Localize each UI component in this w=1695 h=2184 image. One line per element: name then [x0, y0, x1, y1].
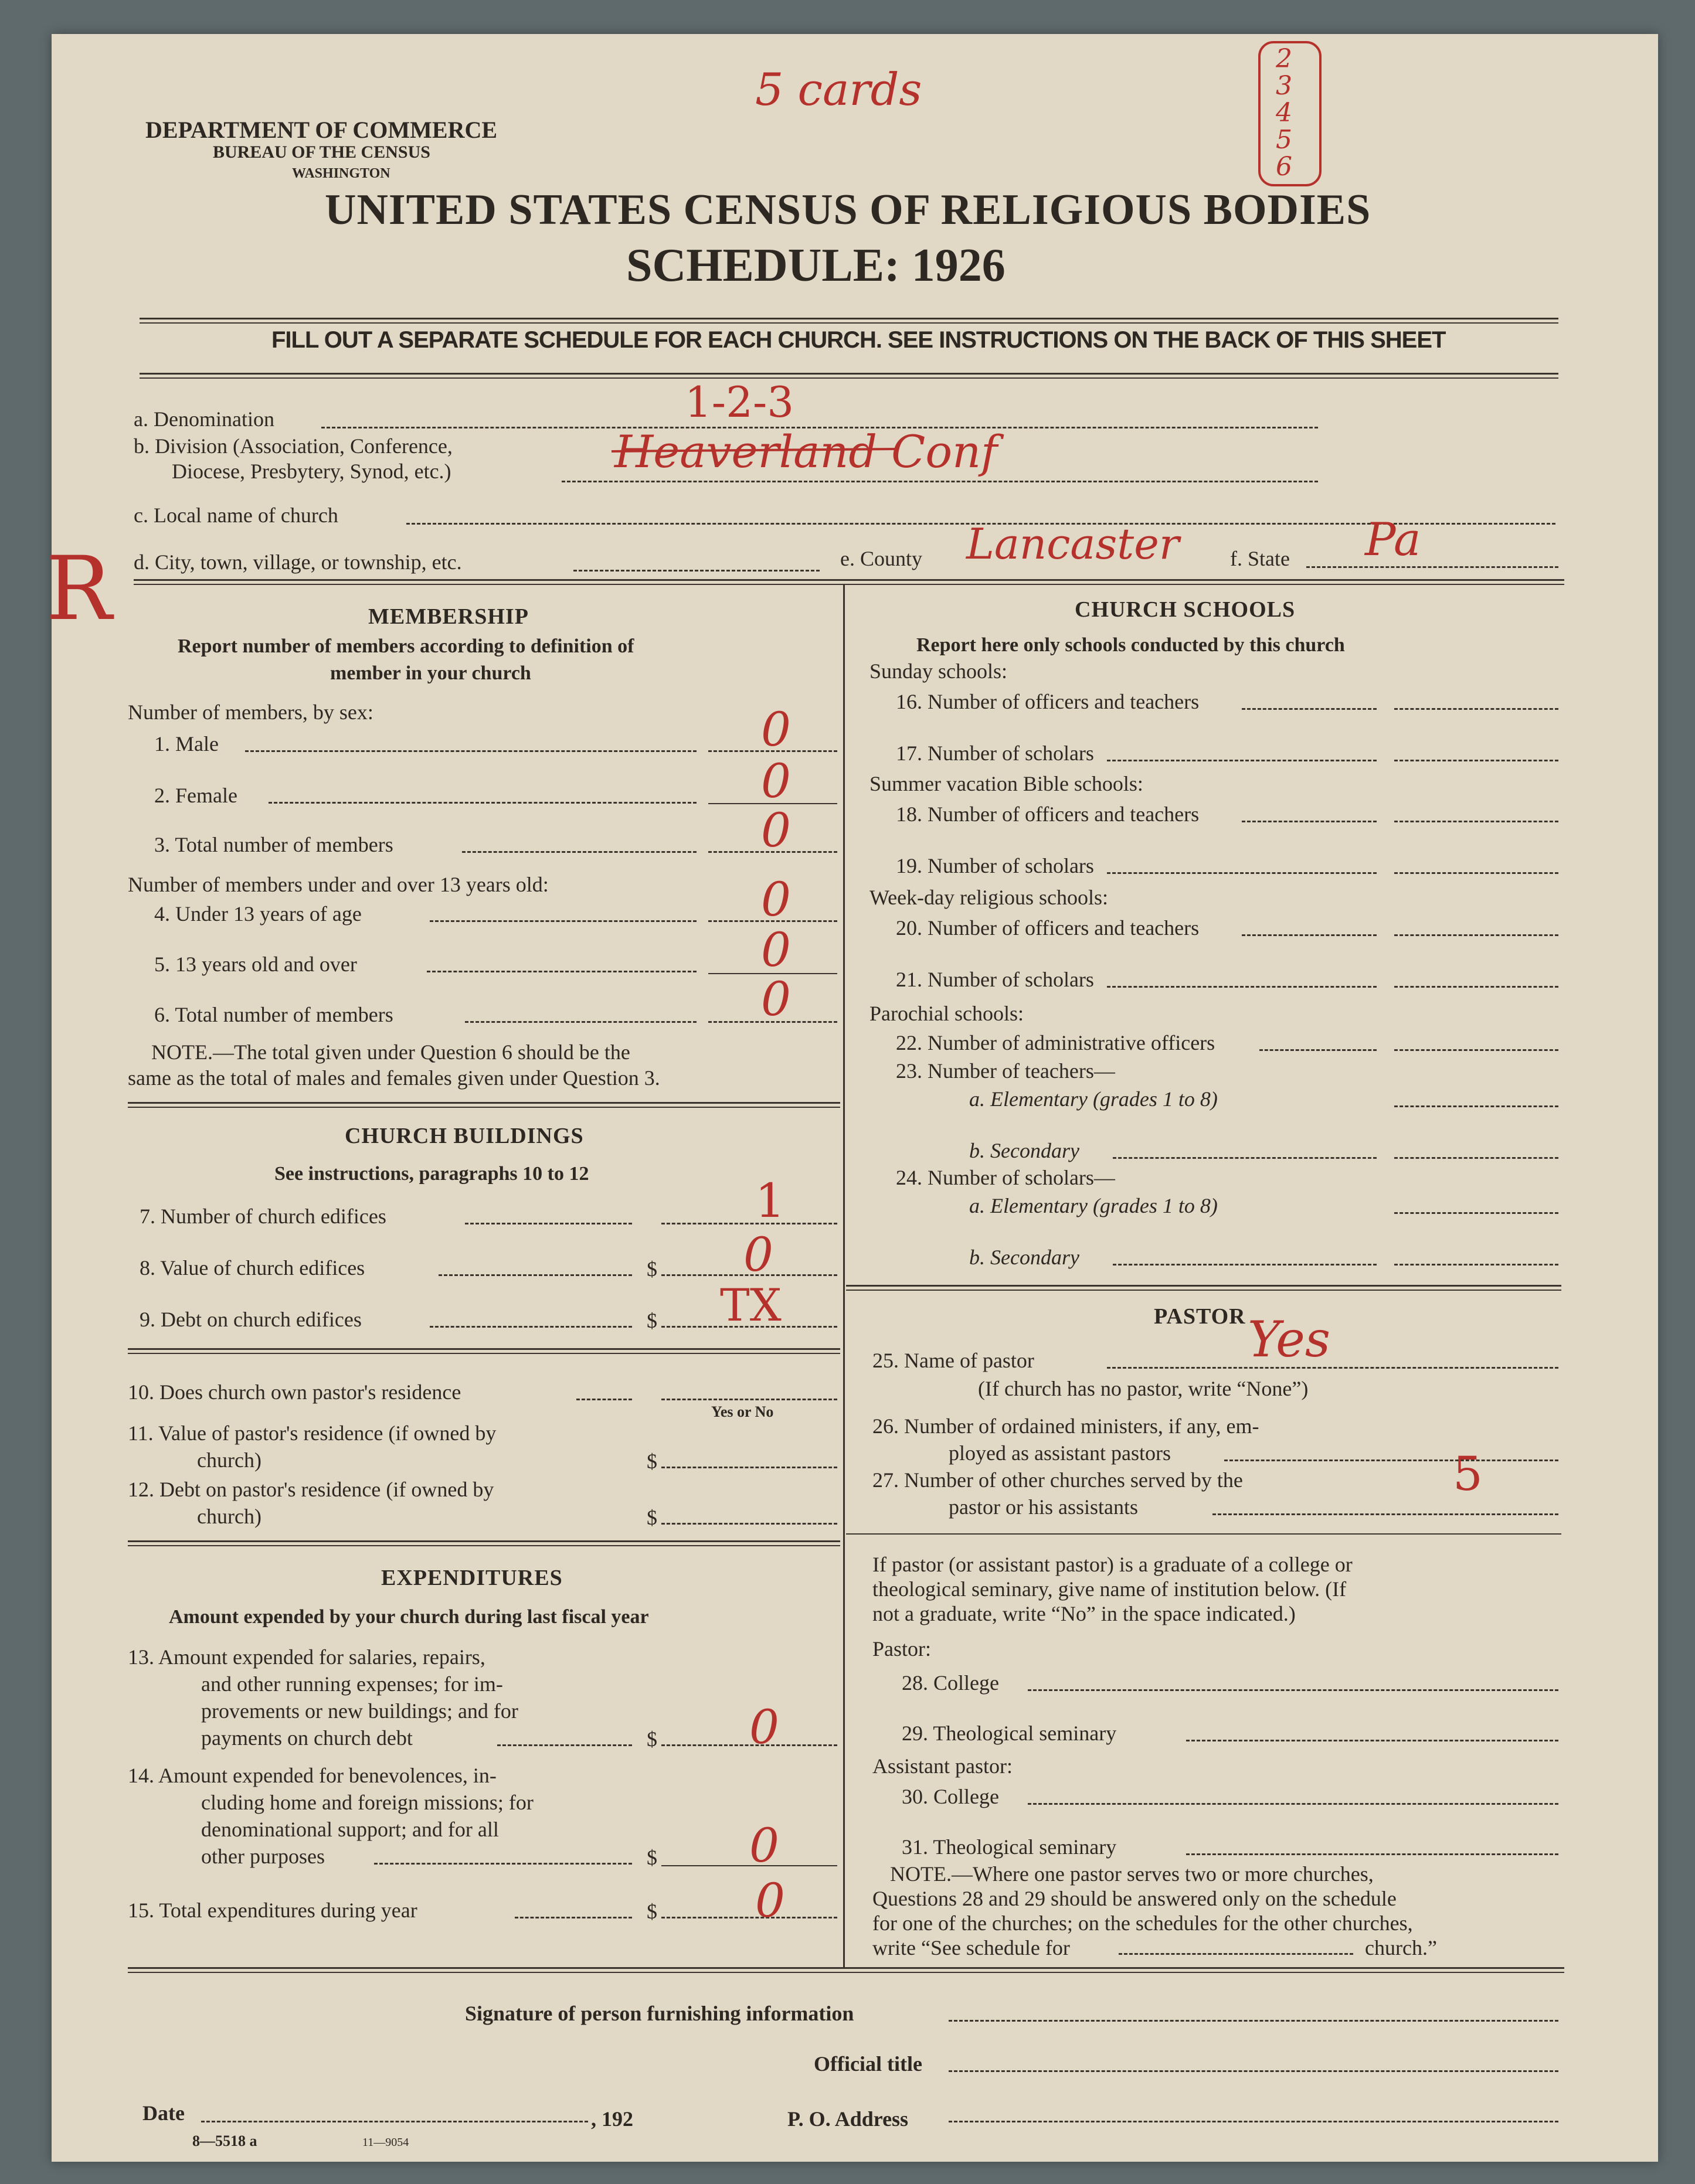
q15-line	[515, 1917, 632, 1918]
q6-total-label: 6. Total number of members	[154, 1003, 393, 1026]
margin-number: 4	[1276, 98, 1292, 128]
denomination-label: a. Denomination	[134, 407, 274, 431]
local-name-label: c. Local name of church	[134, 504, 338, 527]
margin-number: 3	[1276, 71, 1292, 101]
q4-under13-label: 4. Under 13 years of age	[154, 902, 362, 926]
q15-value[interactable]: 0	[755, 1873, 785, 1928]
margin-number: 2	[1276, 44, 1292, 74]
q18-line	[1242, 821, 1377, 822]
membership-sub: Report number of members according to definition of	[178, 635, 634, 657]
column-divider	[843, 585, 845, 1968]
q24b-line	[1113, 1264, 1377, 1266]
dollar-sign: $	[647, 1450, 657, 1473]
pastor-note-5: church.”	[1365, 1936, 1437, 1960]
q10-answer-line	[661, 1399, 837, 1400]
q12-answer-line	[661, 1523, 837, 1525]
q5-over13-label: 5. 13 years old and over	[154, 952, 357, 976]
q3-line	[462, 851, 697, 853]
q7-value[interactable]: 1	[755, 1173, 785, 1228]
q21-answer-line	[1394, 986, 1558, 988]
state-value[interactable]: Pa	[1365, 513, 1421, 566]
pastor-note-3: for one of the churches; on the schedules for the other churches,	[872, 1911, 1413, 1935]
rule	[128, 1545, 840, 1546]
dollar-sign: $	[647, 1506, 657, 1529]
q1-line	[245, 750, 697, 752]
rule	[846, 1285, 1561, 1287]
see-schedule-line	[1119, 1953, 1353, 1955]
q24a-answer-line	[1394, 1212, 1558, 1214]
q3-total-label: 3. Total number of members	[154, 833, 393, 856]
church-schools-sub: Report here only schools conducted by this church	[916, 634, 1345, 656]
q2-female-label: 2. Female	[154, 784, 237, 807]
q23a-answer-line	[1394, 1105, 1558, 1107]
q8-value[interactable]: 0	[743, 1227, 773, 1282]
q26-line	[1224, 1460, 1558, 1461]
q20-line	[1242, 934, 1377, 936]
q27-value[interactable]: 5	[1453, 1447, 1483, 1501]
q4-line	[430, 920, 697, 922]
q13-label: 13. Amount expended for salaries, repairs,	[128, 1645, 485, 1669]
q24b-answer-line	[1394, 1264, 1558, 1266]
rule	[140, 318, 1558, 319]
pastor-note-2: Questions 28 and 29 should be answered only on the schedule	[872, 1887, 1397, 1910]
division-value[interactable]: Heaverland Conf	[614, 426, 998, 478]
city-line	[573, 570, 820, 571]
pastor-heading: PASTOR	[1154, 1304, 1246, 1329]
q28-line	[1028, 1689, 1558, 1691]
fill-instruction: FILL OUT A SEPARATE SCHEDULE FOR EACH CHURCH. SEE INSTRUCTIONS ON THE BACK OF THIS SHEET	[271, 327, 1446, 353]
dollar-sign: $	[647, 1727, 657, 1751]
rule	[128, 1353, 840, 1354]
membership-heading: MEMBERSHIP	[368, 604, 529, 629]
division-line	[562, 481, 1318, 482]
washington: WASHINGTON	[292, 166, 390, 181]
q1-male-label: 1. Male	[154, 732, 219, 756]
q22-label: 22. Number of administrative officers	[896, 1031, 1215, 1054]
membership-note-2: same as the total of males and females given under Question 3.	[128, 1066, 660, 1090]
pastor-note: NOTE.—Where one pastor serves two or more churches,	[890, 1862, 1374, 1886]
city-label: d. City, town, village, or township, etc.	[134, 550, 462, 574]
date-label: Date	[142, 2101, 185, 2125]
dollar-sign: $	[647, 1309, 657, 1332]
q17-line	[1107, 760, 1377, 761]
q9-label: 9. Debt on church edifices	[140, 1308, 362, 1331]
schedule-title: SCHEDULE: 1926	[626, 240, 1006, 291]
q12-label: 12. Debt on pastor's residence (if owned by	[128, 1478, 494, 1501]
dollar-sign: $	[647, 1900, 657, 1923]
q14-label-4: other purposes	[201, 1845, 325, 1868]
graduate-instruction: If pastor (or assistant pastor) is a graduate of a college or	[872, 1553, 1353, 1576]
q10-line	[576, 1399, 632, 1400]
po-address-line[interactable]	[949, 2121, 1558, 2122]
q5-value[interactable]: 0	[761, 923, 791, 977]
q15-label: 15. Total expenditures during year	[128, 1899, 417, 1922]
rule	[140, 377, 1558, 379]
rule	[140, 373, 1558, 375]
division-label: b. Division (Association, Conference,	[134, 434, 453, 458]
expenditures-sub: Amount expended by your church during last fiscal year	[169, 1606, 649, 1628]
q18-label: 18. Number of officers and teachers	[896, 802, 1200, 826]
dollar-sign: $	[647, 1846, 657, 1869]
members-by-sex: Number of members, by sex:	[128, 700, 373, 724]
county-label: e. County	[840, 547, 922, 570]
q7-label: 7. Number of church edifices	[140, 1205, 386, 1228]
rule	[134, 584, 1564, 585]
q14-line	[374, 1863, 632, 1865]
q27-label: 27. Number of other churches served by the	[872, 1468, 1243, 1492]
division-label-2: Diocese, Presbytery, Synod, etc.)	[172, 460, 451, 483]
form-title: UNITED STATES CENSUS OF RELIGIOUS BODIES	[325, 186, 1371, 234]
assistant-pastor-label: Assistant pastor:	[872, 1754, 1013, 1778]
q14-label-3: denominational support; and for all	[201, 1818, 499, 1841]
q9-line	[430, 1326, 632, 1328]
q17-label: 17. Number of scholars	[896, 741, 1094, 765]
denomination-value[interactable]: 1-2-3	[685, 377, 794, 427]
q22-answer-line	[1394, 1049, 1558, 1051]
q16-label: 16. Number of officers and teachers	[896, 690, 1200, 713]
q14-label-2: cluding home and foreign missions; for	[201, 1791, 534, 1814]
q21-label: 21. Number of scholars	[896, 968, 1094, 991]
official-title-line[interactable]	[949, 2070, 1558, 2072]
q12-label-2: church)	[197, 1505, 261, 1528]
q10-label: 10. Does church own pastor's residence	[128, 1380, 461, 1404]
vacation-schools-label: Summer vacation Bible schools:	[869, 772, 1143, 795]
q8-line	[439, 1274, 632, 1276]
q21-line	[1107, 986, 1377, 988]
q27-line	[1212, 1513, 1558, 1515]
rule	[846, 1290, 1561, 1291]
rule	[128, 1967, 1564, 1969]
q23b-line	[1113, 1157, 1377, 1159]
q29-label: 29. Theological seminary	[902, 1722, 1117, 1745]
q15-answer-line	[661, 1917, 837, 1918]
sunday-schools-label: Sunday schools:	[869, 659, 1008, 683]
q20-answer-line	[1394, 934, 1558, 936]
graduate-instruction-2: theological seminary, give name of institution below. (If	[872, 1577, 1347, 1601]
rule	[128, 1972, 1564, 1973]
rule	[128, 1540, 840, 1542]
margin-r-mark: R	[46, 538, 112, 640]
rule	[128, 1348, 840, 1350]
q23a-label: a. Elementary (grades 1 to 8)	[969, 1087, 1218, 1111]
rule	[134, 579, 1564, 581]
signature-line[interactable]	[949, 2020, 1558, 2022]
q16-answer-line	[1394, 708, 1558, 710]
division-strikethrough	[609, 444, 902, 456]
q7-answer-line	[661, 1223, 837, 1224]
yes-or-no-hint: Yes or No	[711, 1403, 774, 1420]
form-number: 8—5518 a	[192, 2132, 257, 2149]
margin-number: 5	[1276, 125, 1292, 155]
q5-line	[427, 971, 697, 972]
q26-label-2: ployed as assistant pastors	[949, 1441, 1171, 1465]
q24b-label: b. Secondary	[969, 1246, 1079, 1269]
q29-line	[1186, 1740, 1558, 1741]
q30-line	[1028, 1803, 1558, 1805]
q23b-label: b. Secondary	[969, 1139, 1079, 1162]
county-value[interactable]: Lancaster	[966, 519, 1180, 569]
q13-line	[497, 1744, 632, 1746]
q24-label: 24. Number of scholars—	[896, 1166, 1115, 1189]
rule	[128, 1102, 840, 1104]
margin-numbers	[1276, 46, 1311, 181]
q25-line	[1107, 1367, 1558, 1369]
q13-value[interactable]: 0	[749, 1700, 779, 1754]
official-title-label: Official title	[814, 2052, 922, 2076]
members-by-age: Number of members under and over 13 years old:	[128, 873, 549, 896]
q14-label: 14. Amount expended for benevolences, in-	[128, 1764, 497, 1787]
date-line[interactable]	[201, 2121, 588, 2122]
pastor-note-4: write “See schedule for	[872, 1936, 1070, 1960]
membership-note: NOTE.—The total given under Question 6 should be the	[151, 1040, 630, 1064]
q11-label: 11. Value of pastor's residence (if owned by	[128, 1421, 497, 1445]
q22-line	[1259, 1049, 1377, 1051]
year-prefix: , 192	[591, 2107, 633, 2131]
church-schools-heading: CHURCH SCHOOLS	[1075, 597, 1296, 622]
pastor-label: Pastor:	[872, 1637, 932, 1661]
membership-sub-2: member in your church	[330, 662, 531, 684]
dollar-sign: $	[647, 1257, 657, 1281]
q17-answer-line	[1394, 760, 1558, 761]
graduate-instruction-3: not a graduate, write “No” in the space indicated.)	[872, 1602, 1296, 1625]
q7-line	[465, 1223, 632, 1224]
cards-note: 5 cards	[755, 63, 922, 115]
q26-label: 26. Number of ordained ministers, if any, em-	[872, 1414, 1259, 1438]
q18-answer-line	[1394, 821, 1558, 822]
q19-line	[1107, 872, 1377, 874]
q14-value[interactable]: 0	[749, 1818, 779, 1873]
q9-value[interactable]: TX	[720, 1279, 782, 1331]
q1-value[interactable]: 0	[761, 702, 791, 757]
q2-value[interactable]: 0	[761, 754, 791, 808]
q13-label-4: payments on church debt	[201, 1726, 413, 1750]
print-number: 11—9054	[362, 2136, 409, 2149]
parochial-schools-label: Parochial schools:	[869, 1002, 1024, 1025]
q16-line	[1242, 708, 1377, 710]
q6-value[interactable]: 0	[761, 972, 791, 1026]
department: DEPARTMENT OF COMMERCE	[145, 117, 498, 143]
weekday-schools-label: Week-day religious schools:	[869, 886, 1109, 909]
q4-value[interactable]: 0	[761, 872, 791, 927]
rule	[140, 322, 1558, 324]
q30-label: 30. College	[902, 1785, 999, 1808]
q19-label: 19. Number of scholars	[896, 854, 1094, 877]
q19-answer-line	[1394, 872, 1558, 874]
q20-label: 20. Number of officers and teachers	[896, 916, 1200, 940]
q2-line	[269, 802, 697, 804]
q3-value[interactable]: 0	[761, 803, 791, 858]
q6-line	[465, 1021, 697, 1023]
q13-label-2: and other running expenses; for im-	[201, 1672, 503, 1696]
church-buildings-heading: CHURCH BUILDINGS	[345, 1124, 584, 1148]
q8-label: 8. Value of church edifices	[140, 1256, 365, 1280]
q23-label: 23. Number of teachers—	[896, 1059, 1115, 1083]
state-line	[1306, 566, 1558, 568]
state-label: f. State	[1230, 547, 1290, 570]
q13-label-3: provements or new buildings; and for	[201, 1699, 518, 1723]
q31-label: 31. Theological seminary	[902, 1835, 1117, 1859]
q25-label: 25. Name of pastor	[872, 1349, 1034, 1372]
census-form-sheet	[46, 34, 1658, 2162]
signature-label: Signature of person furnishing information	[465, 2002, 854, 2025]
q31-line	[1186, 1853, 1558, 1855]
margin-number: 6	[1276, 152, 1292, 182]
rule	[846, 1533, 1561, 1535]
church-buildings-sub: See instructions, paragraphs 10 to 12	[274, 1163, 589, 1185]
q11-answer-line	[661, 1467, 837, 1468]
q24a-label: a. Elementary (grades 1 to 8)	[969, 1194, 1218, 1217]
q25-hint: (If church has no pastor, write “None”)	[978, 1377, 1309, 1400]
q11-label-2: church)	[197, 1448, 261, 1472]
bureau: BUREAU OF THE CENSUS	[213, 142, 430, 162]
rule	[128, 1107, 840, 1108]
q28-label: 28. College	[902, 1671, 999, 1695]
q27-label-2: pastor or his assistants	[949, 1495, 1138, 1519]
q25-value[interactable]: Yes	[1248, 1311, 1330, 1368]
po-address-label: P. O. Address	[787, 2107, 909, 2131]
q23b-answer-line	[1394, 1157, 1558, 1159]
expenditures-heading: EXPENDITURES	[381, 1566, 563, 1590]
